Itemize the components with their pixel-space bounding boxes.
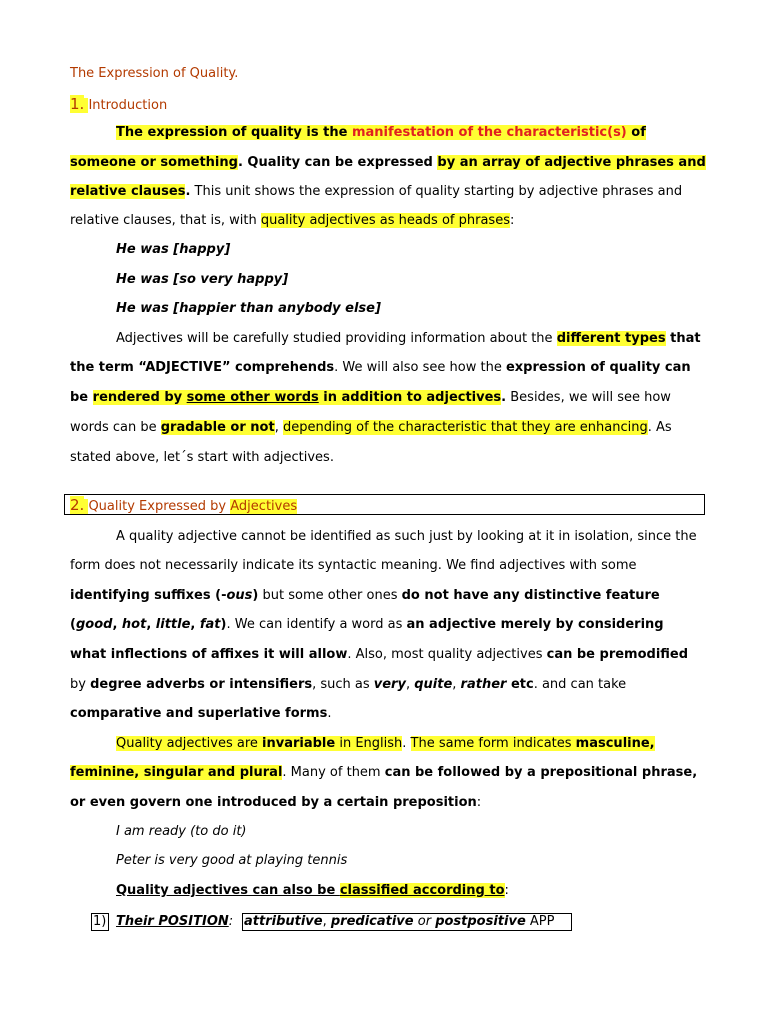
example-sentence: He was [happy]: [116, 242, 231, 257]
example-sentence: He was [happier than anybody else]: [116, 301, 381, 316]
paragraph-3-line-2: form does not necessarily indicate its syntactic meaning. We find adjectives with some: [70, 558, 637, 573]
paragraph-3-line-3: identifying suffixes (-ous) but some other ones do not have any distinctive feature: [70, 588, 660, 603]
example-sentence: I am ready (to do it): [116, 824, 247, 839]
paragraph-3-line-4: (good, hot, little, fat). We can identify a word as an adjective merely by considering: [70, 617, 664, 632]
paragraph-1-line-3: relative clauses. This unit shows the expression of quality starting by adjective phrases and: [70, 184, 683, 199]
paragraph-3-line-6: by degree adverbs or intensifiers, such as very, quite, rather etc. and can take: [70, 677, 627, 692]
paragraph-4-line-3: or even govern one introduced by a certain preposition:: [70, 795, 482, 810]
paragraph-4-line-2: feminine, singular and plural. Many of them can be followed by a prepositional phrase,: [70, 765, 698, 780]
paragraph-3-line-1: A quality adjective cannot be identified as such just by looking at it in isolation, since the: [116, 529, 697, 544]
document-title: The Expression of Quality.: [70, 66, 239, 81]
classification-intro: Quality adjectives can also be classified according to:: [116, 883, 509, 898]
section-title: Introduction: [88, 98, 168, 113]
section-number: 1.: [70, 95, 85, 113]
example-sentence: Peter is very good at playing tennis: [116, 853, 348, 868]
paragraph-1-line-2: someone or something. Quality can be expressed by an array of adjective phrases and: [70, 155, 706, 170]
list-item-number: 1): [93, 914, 107, 929]
section-number: 2.: [70, 496, 85, 514]
paragraph-3-line-5: what inflections of affixes it will allow. Also, most quality adjectives can be premodified: [70, 647, 689, 662]
paragraph-3-line-7: comparative and superlative forms.: [70, 706, 332, 721]
paragraph-2-line-5: stated above, let´s start with adjectives.: [70, 450, 334, 465]
paragraph-2-line-3: be rendered by some other words in addition to adjectives. Besides, we will see how: [70, 390, 671, 405]
paragraph-4-line-1: Quality adjectives are invariable in English. The same form indicates masculine,: [116, 736, 655, 751]
paragraph-1-line-1: The expression of quality is the manifestation of the characteristic(s) of: [116, 125, 646, 140]
section-2-heading: [70, 496, 297, 514]
position-values: attributive, predicative or postpositive APP: [244, 914, 555, 929]
paragraph-1-line-4: relative clauses, that is, with quality adjectives as heads of phrases:: [70, 213, 515, 228]
paragraph-2-line-1: Adjectives will be carefully studied providing information about the different types that: [116, 331, 701, 346]
section-title: Quality Expressed by: [88, 499, 231, 514]
paragraph-2-line-4: words can be gradable or not, depending of the characteristic that they are enhancing. As: [70, 420, 672, 435]
example-sentence: He was [so very happy]: [116, 272, 289, 287]
paragraph-2-line-2: the term “ADJECTIVE” comprehends. We will also see how the expression of quality can: [70, 360, 691, 375]
section-1-heading: [70, 95, 167, 113]
section-title-highlight: Adjectives: [230, 499, 298, 514]
list-item-label: Their POSITION:: [116, 914, 234, 929]
